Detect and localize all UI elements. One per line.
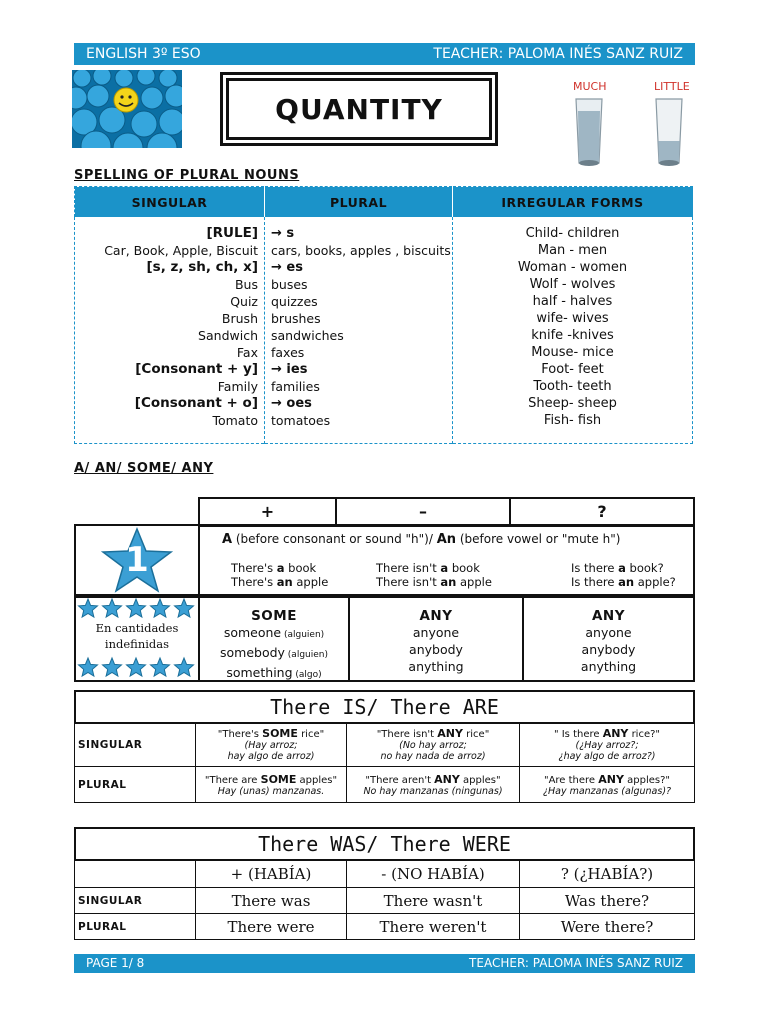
singular-entry: Car, Book, Apple, Biscuit [104,243,258,258]
quantifier-item [350,658,522,675]
spanish-translation: Hay (unas) manzanas. [217,785,325,797]
english-sentence: "There's SOME rice" [217,727,325,740]
singular-column [75,217,265,443]
an-note: (before vowel or "mute h") [456,532,621,546]
quantifier-item [200,644,348,664]
was-col-question: ? (¿HABÍA?) [520,861,695,888]
quantifier-word: somebody [219,645,285,660]
sign-header-row [198,497,695,527]
keyword: ANY [598,772,624,786]
spanish-translation: ¿hay algo de arroz?) [558,751,656,762]
row-label: SINGULAR [75,723,196,767]
quantifier-item [350,624,522,641]
small-star-icon [103,599,122,617]
blank-corner [75,861,196,888]
star-number: 1 [125,540,149,580]
singular-entry: [RULE] [206,225,258,241]
keyword: SOME [262,727,298,740]
much-label: MUCH [573,80,607,93]
quantifier-word: anybody [409,642,463,657]
keyword: SOME [260,772,297,786]
example-line: There's an apple [231,575,329,589]
there-was-cell: There were [196,914,347,940]
spanish-translation: (Hay arroz; [244,740,298,751]
quantifier-word: someone [223,625,282,640]
title-text: QUANTITY [275,92,443,126]
page-number: PAGE 1/ 8 [86,956,145,970]
there-was-cell: Was there? [520,888,695,914]
singular-entry: Bus [234,277,258,292]
irregular-entry: Fish- fish [543,413,602,428]
a-an-row [74,524,695,596]
row-label: SINGULAR [75,888,196,914]
quantifier-word: anyone [585,625,632,640]
full-glass-image [574,97,604,167]
irregular-entry: knife -knives [531,328,614,343]
footer-bar [74,954,695,973]
article-word: a [276,561,285,575]
page-title [226,78,492,140]
quantifier-head: ANY [591,608,626,624]
was-col-negative: - (NO HABÍA) [347,861,520,888]
quantifier-item [524,658,693,675]
there-was-title [74,827,695,861]
quantifier-item [200,664,348,684]
quantifier-word: anyone [412,625,460,640]
singular-entry: Quiz [230,294,258,309]
small-star-icon [175,599,194,617]
articles-heading: A/ AN/ SOME/ ANY [74,461,214,476]
header-bar [74,43,695,65]
any-q-col [524,598,693,680]
star-cell [76,526,200,594]
plural-entry: → oes [271,396,312,411]
row-label: PLURAL [75,914,196,940]
singular-entry: [Consonant + o] [134,395,258,411]
little-label: LITTLE [654,80,690,93]
article-word: a [618,561,626,575]
keyword: ANY [434,772,460,786]
plurals-heading: SPELLING OF PLURAL NOUNS [74,168,300,183]
quantifier-item [524,641,693,658]
there-was-cell: There weren't [347,914,520,940]
stars-label-line: En cantidades [95,621,179,635]
example-line: Is there a book? [571,561,664,575]
a-word: A [222,532,233,547]
irregular-entry: half - halves [532,294,613,309]
there-is-cell [347,723,520,767]
question-header: ? [597,502,607,521]
english-sentence: "There isn't ANY rice" [376,727,490,740]
col-irregular: IRREGULAR FORMS [453,187,693,218]
an-word: An [436,532,457,547]
small-star-icon [175,658,194,676]
there-is-table [74,722,695,803]
a-note: (before consonant or sound "h")/ [232,532,437,546]
there-is-cell [196,767,347,803]
course-label: ENGLISH 3º ESO [86,46,201,62]
plural-entry: cars, books, apples , biscuits [271,243,451,258]
article-word: an [618,575,635,589]
example-line: There's a book [231,561,317,575]
there-is-title-text: There IS/ There ARE [270,695,499,719]
spanish-translation: (No hay arroz; [399,740,467,751]
example-question [571,561,676,589]
example-positive [231,561,328,589]
there-was-cell: There wasn't [347,888,520,914]
small-star-icon [127,599,146,617]
plural-entry: faxes [271,345,305,360]
irregular-entry: Sheep- sheep [528,396,617,411]
was-col-positive: + (HABÍA) [196,861,347,888]
there-was-table [74,860,695,940]
singular-entry: [s, z, sh, ch, x] [146,259,258,275]
col-singular: SINGULAR [75,187,265,218]
plural-entry: → s [271,226,295,241]
stars-label-line: indefinidas [104,637,170,651]
plural-entry: sandwiches [271,328,344,343]
small-star-icon [79,599,98,617]
plural-entry: → es [271,260,303,275]
example-line: Is there an apple? [571,575,676,589]
there-was-cell: Were there? [520,914,695,940]
example-negative [376,561,492,589]
english-sentence: "There aren't ANY apples" [365,772,501,786]
irregular-entry: Foot- feet [541,362,604,377]
low-glass-image [654,97,684,167]
article-word: an [440,575,457,589]
there-was-title-text: There WAS/ There WERE [258,832,511,856]
singular-entry: Fax [236,345,258,360]
quantifier-word: anything [580,659,637,674]
english-sentence: "There are SOME apples" [204,772,338,786]
quantifier-item [524,624,693,641]
singular-entry: [Consonant + y] [135,361,258,377]
some-any-row [74,594,695,682]
quantifier-head: SOME [251,608,297,624]
irregular-entry: Tooth- teeth [533,379,612,394]
example-line: There isn't a book [376,561,480,575]
example-line: There isn't an apple [376,575,492,589]
plural-entry: buses [271,277,308,292]
teacher-label: TEACHER: PALOMA INÉS SANZ RUIZ [433,46,683,62]
keyword: ANY [437,727,463,740]
quantifier-note: (alguien) [284,650,328,660]
there-was-cell: There was [196,888,347,914]
quantifier-item [350,641,522,658]
irregular-entry: Child- children [525,226,620,241]
article-word: an [276,575,293,589]
small-star-icon [151,599,170,617]
footer-teacher: TEACHER: PALOMA INÉS SANZ RUIZ [469,956,683,970]
plural-entry: tomatoes [271,413,331,428]
stars-label [76,620,198,652]
irregular-entry: wife- wives [536,311,609,326]
there-is-cell [196,723,347,767]
spanish-translation: no hay nada de arroz) [380,751,486,762]
english-sentence: "Are there ANY apples?" [543,772,671,786]
irregular-entry: Mouse- mice [531,345,614,360]
quantifier-note: (algo) [292,670,322,680]
there-is-cell [347,767,520,803]
irregular-entry: Woman - women [517,260,628,275]
plural-column [265,217,453,443]
some-col [200,598,350,680]
there-is-cell [520,767,695,803]
irregular-column [453,217,693,443]
a-an-rule [222,532,620,547]
singular-entry: Family [217,379,258,394]
irregular-entry: Wolf - wolves [529,277,616,292]
irregular-entry: Man - men [537,243,608,258]
there-is-cell [520,723,695,767]
small-star-icon [103,658,122,676]
plural-entry: brushes [271,311,321,326]
plus-header: + [200,499,337,525]
plural-entry: families [271,379,320,394]
there-is-title [74,690,695,724]
plural-entry: → ies [271,362,308,377]
singular-entry: Brush [221,311,258,326]
quantifier-note: (alguien) [281,630,325,640]
small-star-icon [79,658,98,676]
article-word: a [440,561,449,575]
english-sentence: " Is there ANY rice?" [553,727,661,740]
keyword: ANY [602,727,629,740]
spanish-translation: No hay manzanas (ningunas) [363,785,503,797]
smiley-crowd-image [72,70,182,148]
spanish-translation: (¿Hay arroz?; [575,740,639,751]
spanish-translation: ¿Hay manzanas (algunas)? [542,785,672,797]
small-star-icon [151,658,170,676]
quantifier-word: something [226,665,293,680]
spanish-translation: hay algo de arroz) [227,751,315,762]
any-neg-col [350,598,524,680]
quantifier-word: anybody [581,642,636,657]
row-label: PLURAL [75,767,196,803]
singular-entry: Tomato [212,413,258,428]
small-star-icon [127,658,146,676]
plurals-table [74,186,693,444]
singular-entry: Sandwich [198,328,258,343]
stars-cell [76,598,200,680]
quantifier-item [200,624,348,644]
minus-header: – [337,499,511,525]
plural-entry: quizzes [271,294,318,309]
quantifier-word: anything [408,659,464,674]
quantifier-head: ANY [419,608,453,624]
col-plural: PLURAL [265,187,453,218]
